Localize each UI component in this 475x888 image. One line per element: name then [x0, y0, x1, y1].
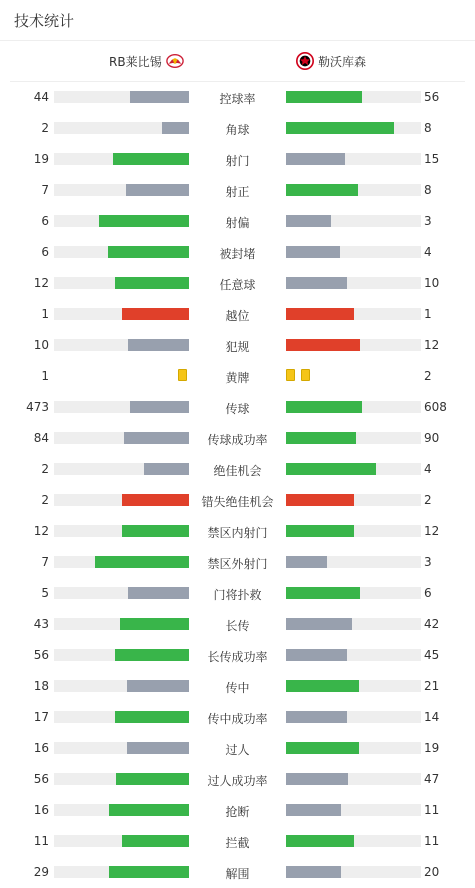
home-value: 12 [33, 276, 49, 290]
home-bar-fill [130, 401, 189, 413]
away-bar-track [286, 835, 421, 847]
away-bar-track [286, 463, 421, 475]
home-value: 12 [33, 524, 49, 538]
home-team-name: RB莱比锡 [109, 54, 162, 69]
away-bar-fill [286, 339, 360, 351]
away-bar-track [286, 773, 421, 785]
home-bar-fill [116, 773, 189, 785]
home-value: 43 [33, 617, 49, 631]
home-value: 1 [41, 307, 49, 321]
home-value: 5 [41, 586, 49, 600]
home-value: 29 [33, 865, 49, 879]
away-bar-fill [286, 153, 345, 165]
home-bar-fill [130, 91, 189, 103]
stat-label: 绝佳机会 [213, 464, 262, 478]
yellow-card-icon [301, 369, 310, 381]
away-bar-track [286, 184, 421, 196]
away-team-logo-icon [296, 52, 314, 70]
home-bar-fill [99, 215, 189, 227]
stat-label: 抢断 [225, 805, 250, 819]
home-team[interactable] [109, 52, 188, 70]
yellow-card-icon [178, 369, 187, 381]
away-value: 11 [424, 803, 440, 817]
away-bar-track [286, 401, 421, 413]
home-bar-track [54, 835, 189, 847]
away-value: 15 [424, 152, 440, 166]
away-bar-fill [286, 711, 347, 723]
home-value: 473 [26, 400, 49, 414]
home-value: 2 [41, 121, 49, 135]
away-bar-track [286, 308, 421, 320]
home-value: 16 [33, 741, 49, 755]
stat-row [0, 144, 475, 175]
home-value: 17 [33, 710, 49, 724]
stat-label: 长传 [225, 619, 250, 633]
away-bar-fill [286, 773, 348, 785]
away-bar-track [286, 742, 421, 754]
home-bar-track [54, 773, 189, 785]
home-bar-track [54, 184, 189, 196]
away-team-name: 勒沃库森 [318, 54, 367, 69]
away-value: 4 [424, 245, 432, 259]
stat-row [0, 330, 475, 361]
home-bar-track [54, 649, 189, 661]
stat-row [0, 113, 475, 144]
stat-label: 禁区内射门 [207, 526, 268, 540]
home-bar-fill [115, 277, 189, 289]
away-bar-track [286, 680, 421, 692]
stat-label: 解围 [225, 867, 250, 881]
home-bar-track [54, 742, 189, 754]
home-team-logo-icon [166, 52, 184, 70]
home-bar-fill [95, 556, 190, 568]
away-value: 3 [424, 555, 432, 569]
away-bar-fill [286, 525, 354, 537]
stat-row [0, 857, 475, 888]
away-bar-fill [286, 246, 340, 258]
stat-row [0, 733, 475, 764]
stat-row [0, 299, 475, 330]
stat-label: 错失绝佳机会 [201, 495, 274, 509]
stat-row [0, 423, 475, 454]
stat-row [0, 361, 475, 392]
away-bar-fill [286, 215, 331, 227]
away-bar-fill [286, 804, 341, 816]
away-bar-fill [286, 463, 376, 475]
home-bar-track [54, 339, 189, 351]
away-bar-track [286, 91, 421, 103]
home-value: 19 [33, 152, 49, 166]
away-bar-fill [286, 401, 362, 413]
stat-label: 控球率 [219, 92, 256, 106]
stat-row [0, 82, 475, 113]
home-value: 84 [33, 431, 49, 445]
away-value: 2 [424, 493, 432, 507]
stat-label: 射门 [225, 154, 250, 168]
stat-row [0, 392, 475, 423]
home-bar-track [54, 587, 189, 599]
away-value: 2 [424, 369, 432, 383]
home-bar-fill [109, 866, 189, 878]
stat-row [0, 175, 475, 206]
home-bar-fill [126, 184, 189, 196]
away-bar-fill [286, 866, 341, 878]
away-value: 608 [424, 400, 447, 414]
home-bar-fill [124, 432, 189, 444]
home-value: 7 [41, 555, 49, 569]
home-bar-fill [109, 804, 189, 816]
away-value: 42 [424, 617, 440, 631]
stat-row [0, 702, 475, 733]
home-bar-track [54, 91, 189, 103]
away-bar-track [286, 866, 421, 878]
home-bar-fill [162, 122, 189, 134]
stat-row [0, 609, 475, 640]
away-bar-fill [286, 432, 356, 444]
stat-row [0, 454, 475, 485]
stat-row [0, 237, 475, 268]
away-value: 8 [424, 121, 432, 135]
home-value: 7 [41, 183, 49, 197]
away-bar-track [286, 649, 421, 661]
away-value: 6 [424, 586, 432, 600]
away-bar-track [286, 587, 421, 599]
away-value: 20 [424, 865, 440, 879]
stat-row [0, 795, 475, 826]
home-bar-track [54, 246, 189, 258]
away-bar-fill [286, 649, 347, 661]
away-value: 56 [424, 90, 440, 104]
stat-label: 越位 [225, 309, 250, 323]
away-value: 45 [424, 648, 440, 662]
home-bar-track [54, 463, 189, 475]
stat-label: 射偏 [225, 216, 250, 230]
home-bar-track [54, 866, 189, 878]
stat-row [0, 547, 475, 578]
away-bar-track [286, 432, 421, 444]
away-bar-track [286, 556, 421, 568]
title-bar [0, 0, 475, 41]
home-bar-track [54, 401, 189, 413]
home-bar-track [54, 618, 189, 630]
home-value: 2 [41, 493, 49, 507]
stat-label: 被封堵 [219, 247, 256, 261]
away-value: 21 [424, 679, 440, 693]
away-bar-track [286, 494, 421, 506]
home-value: 6 [41, 214, 49, 228]
home-value: 56 [33, 772, 49, 786]
home-bar-track [54, 122, 189, 134]
stat-row [0, 826, 475, 857]
away-value: 4 [424, 462, 432, 476]
stat-label: 门将扑救 [213, 588, 262, 602]
stat-label: 禁区外射门 [207, 557, 268, 571]
away-value: 10 [424, 276, 440, 290]
stat-row [0, 671, 475, 702]
home-bar-track [54, 804, 189, 816]
home-bar-track [54, 494, 189, 506]
away-bar-fill [286, 494, 354, 506]
stat-row [0, 578, 475, 609]
stat-label: 任意球 [219, 278, 256, 292]
home-bar-fill [115, 649, 189, 661]
stat-row [0, 268, 475, 299]
home-value: 44 [33, 90, 49, 104]
away-bar-track [286, 215, 421, 227]
home-value: 11 [33, 834, 49, 848]
page-title: 技术统计 [14, 12, 75, 30]
stat-label: 传球成功率 [207, 433, 268, 447]
away-value: 19 [424, 741, 440, 755]
home-bar-fill [120, 618, 189, 630]
stat-label: 拦截 [225, 836, 250, 850]
away-bar-fill [286, 308, 354, 320]
home-bar-fill [122, 835, 190, 847]
away-bar-track [286, 525, 421, 537]
away-value: 12 [424, 338, 440, 352]
stat-label: 传中 [225, 681, 250, 695]
home-bar-track [54, 525, 189, 537]
away-bar-track [286, 246, 421, 258]
stat-label: 传球 [225, 402, 250, 416]
home-bar-track [54, 432, 189, 444]
away-value: 12 [424, 524, 440, 538]
stat-label: 犯规 [225, 340, 250, 354]
away-bar-track [286, 711, 421, 723]
away-bar-fill [286, 556, 327, 568]
away-bar-fill [286, 122, 394, 134]
away-value: 8 [424, 183, 432, 197]
stat-label: 传中成功率 [207, 712, 268, 726]
away-bar-fill [286, 618, 352, 630]
away-value: 1 [424, 307, 432, 321]
away-bar-fill [286, 184, 358, 196]
home-bar-track [54, 680, 189, 692]
home-value: 56 [33, 648, 49, 662]
away-bar-fill [286, 680, 359, 692]
home-bar-fill [127, 742, 189, 754]
home-bar-fill [122, 494, 190, 506]
stat-label: 角球 [225, 123, 250, 137]
away-value: 14 [424, 710, 440, 724]
stat-row [0, 640, 475, 671]
stat-row [0, 206, 475, 237]
stat-label: 射正 [225, 185, 250, 199]
home-bar-fill [122, 525, 190, 537]
away-bar-fill [286, 835, 354, 847]
home-bar-fill [144, 463, 189, 475]
stat-label: 黄牌 [225, 371, 250, 385]
home-bar-track [54, 308, 189, 320]
home-value: 18 [33, 679, 49, 693]
stat-row [0, 516, 475, 547]
home-value: 2 [41, 462, 49, 476]
home-bar-fill [122, 308, 190, 320]
away-bar-fill [286, 742, 359, 754]
away-bar-fill [286, 91, 362, 103]
home-value: 6 [41, 245, 49, 259]
team-header [10, 41, 465, 82]
home-bar-fill [115, 711, 189, 723]
stat-label: 过人成功率 [207, 774, 268, 788]
home-bar-fill [128, 339, 189, 351]
stat-label: 过人 [225, 743, 250, 757]
away-team[interactable] [292, 52, 366, 70]
home-bar-track [54, 153, 189, 165]
away-bar-fill [286, 277, 347, 289]
away-bar-track [286, 804, 421, 816]
away-value: 47 [424, 772, 440, 786]
stat-row [0, 485, 475, 516]
away-bar-track [286, 153, 421, 165]
away-value: 90 [424, 431, 440, 445]
home-bar-track [54, 556, 189, 568]
away-value: 11 [424, 834, 440, 848]
home-bar-fill [128, 587, 189, 599]
away-bar-fill [286, 587, 360, 599]
away-bar-track [286, 339, 421, 351]
away-bar-track [286, 618, 421, 630]
home-value: 16 [33, 803, 49, 817]
away-bar-track [286, 122, 421, 134]
stat-label: 长传成功率 [207, 650, 268, 664]
yellow-card-icon [286, 369, 295, 381]
home-bar-fill [108, 246, 189, 258]
home-bar-fill [127, 680, 189, 692]
home-value: 1 [41, 369, 49, 383]
home-bar-track [54, 215, 189, 227]
home-bar-track [54, 277, 189, 289]
stat-row [0, 764, 475, 795]
home-bar-track [54, 711, 189, 723]
away-bar-track [286, 277, 421, 289]
home-bar-fill [113, 153, 189, 165]
home-value: 10 [33, 338, 49, 352]
away-value: 3 [424, 214, 432, 228]
